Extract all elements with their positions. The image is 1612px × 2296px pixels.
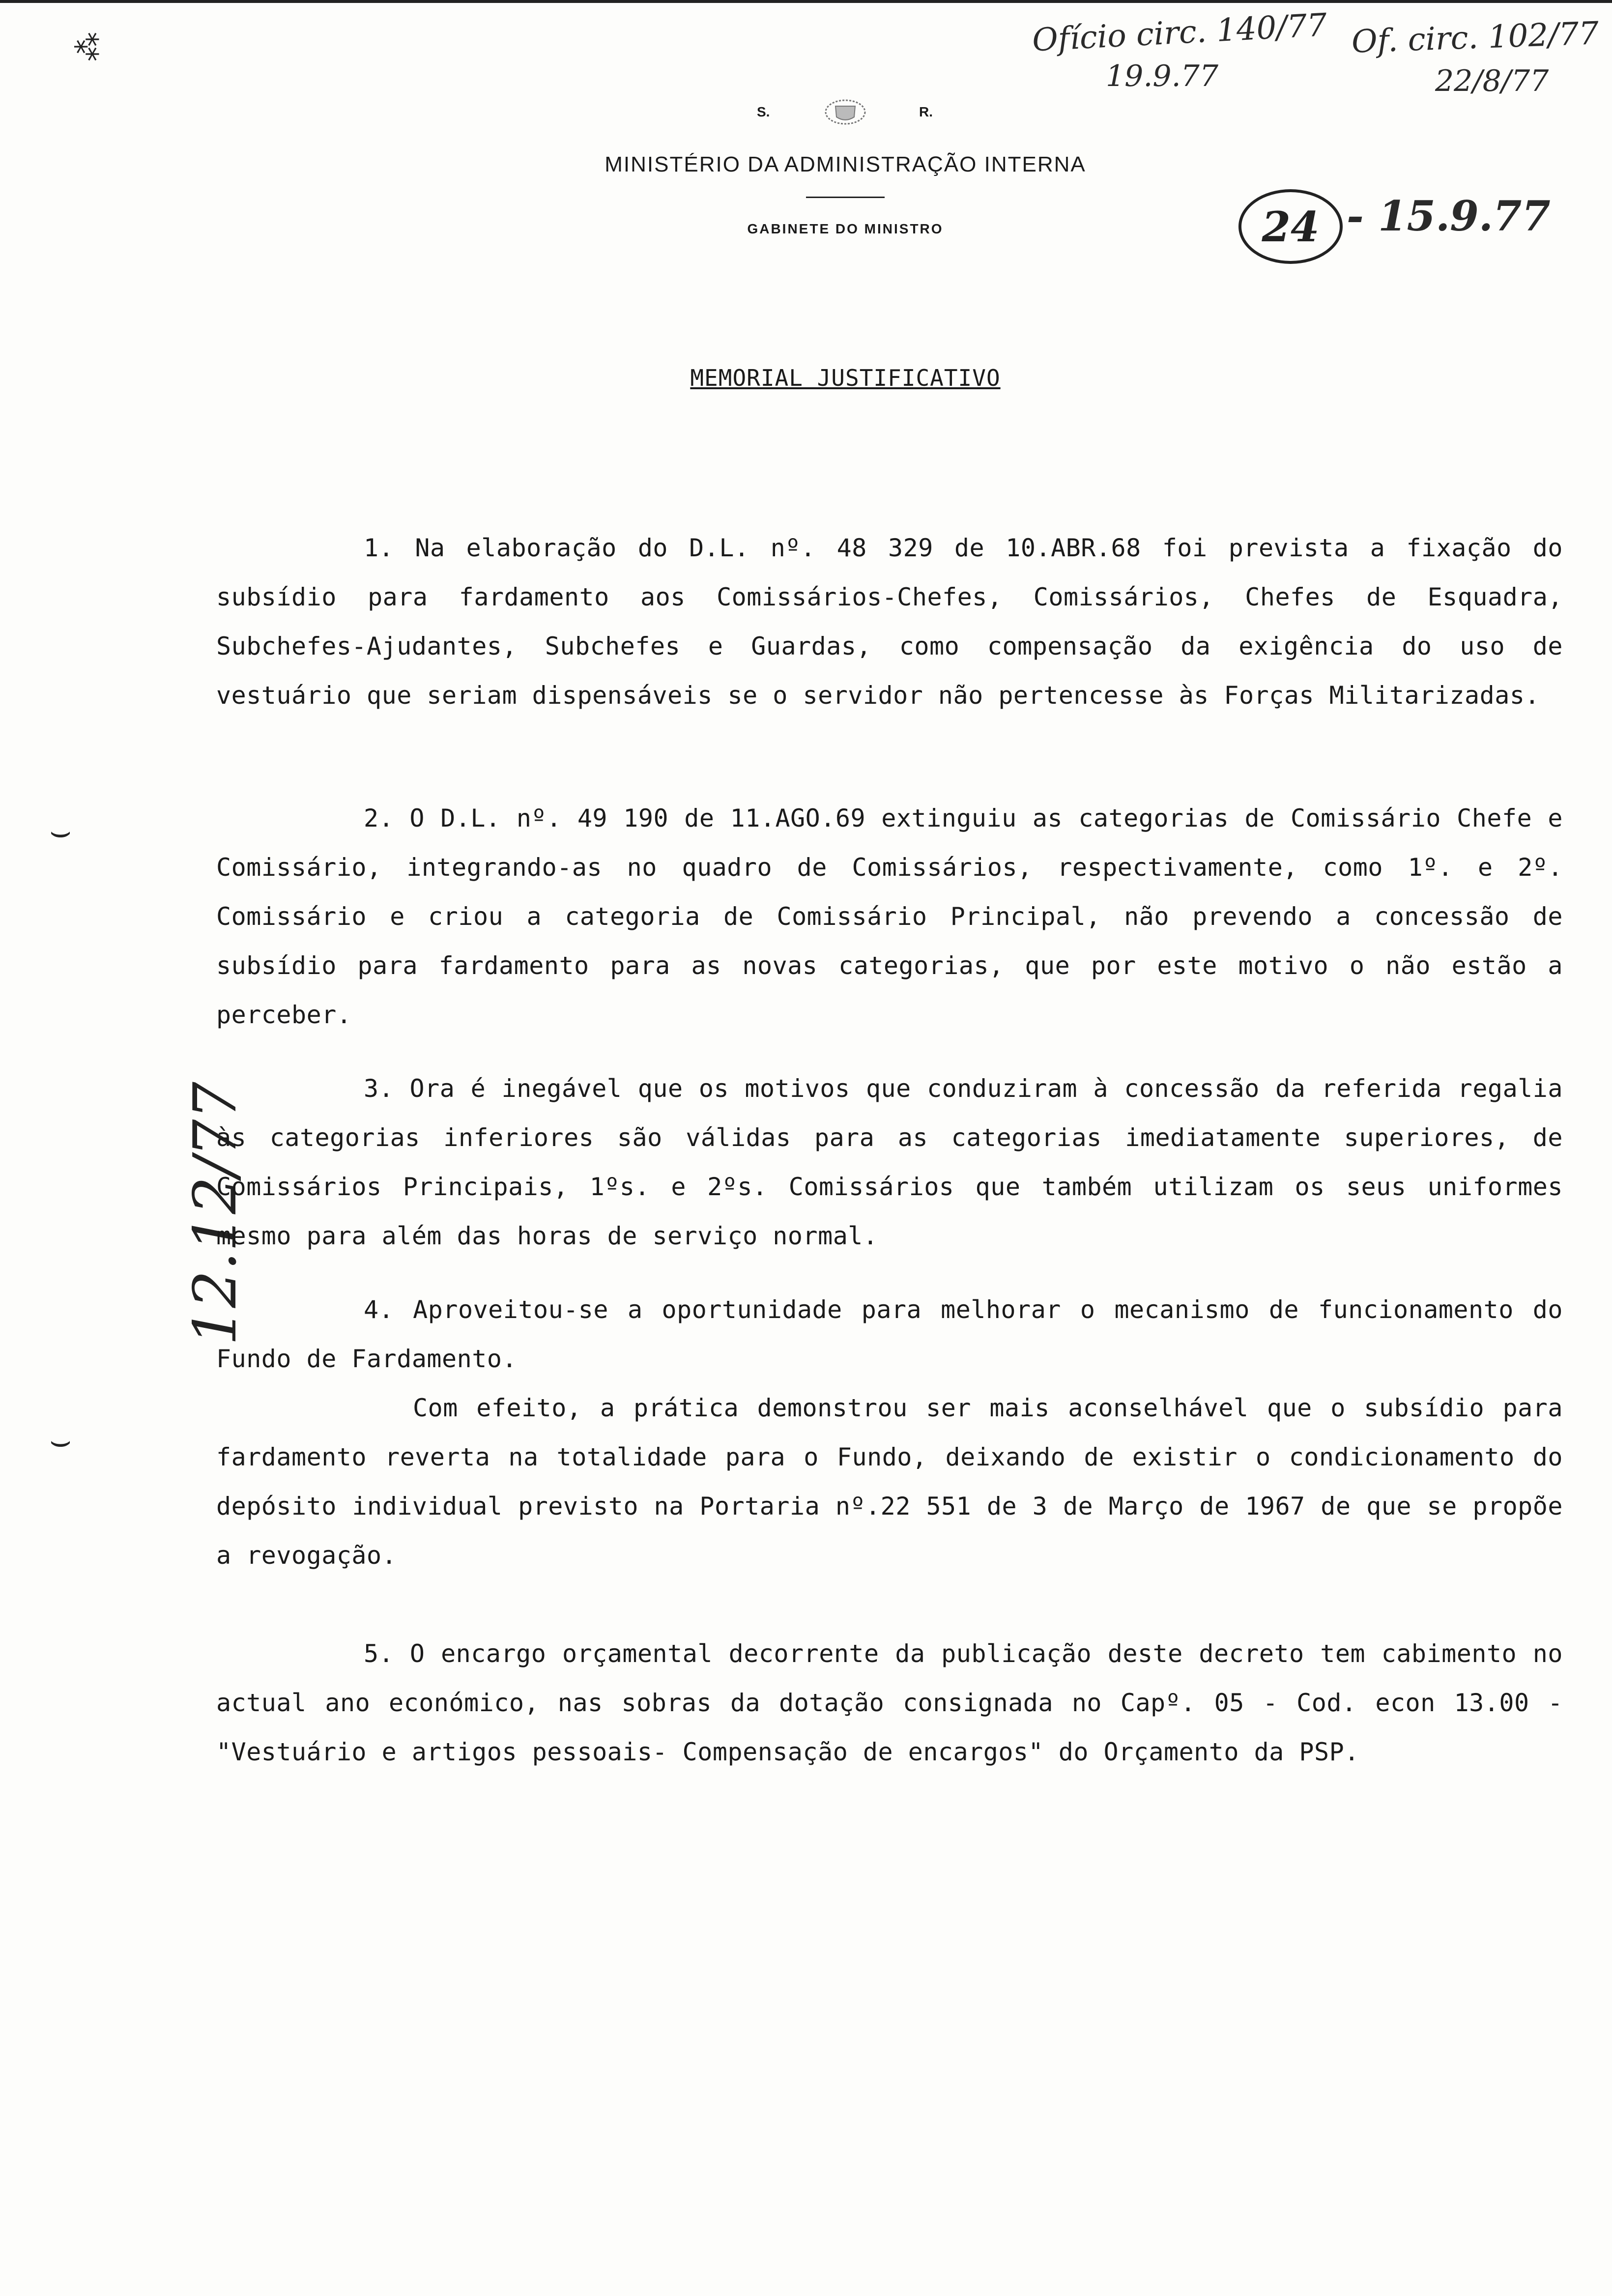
heading-divider bbox=[806, 197, 885, 198]
handwritten-note-right: Of. circ. 102/77 bbox=[1351, 15, 1600, 60]
paragraph-4: 4. Aproveitou-se a oportunidade para melhorar o mecanismo de funcionamento do Fundo de Fardamento. bbox=[216, 1295, 1563, 1373]
handwritten-circled-date: - 15.9.77 bbox=[1347, 192, 1551, 240]
hole-punch-mark-icon: ⌣ bbox=[49, 811, 72, 851]
paragraph-4-continuation: Com efeito, a prática demonstrou ser mais aconselhável que o subsídio para fardamento reverta na totalidade para o Fundo, deixando de existir o condicionamento do depósito individual previsto na Portaria nº.22 551 de 3 de Março de 1967 de que se propõe a revogação. bbox=[216, 1394, 1563, 1570]
paragraph-3: 3. Ora é inegável que os motivos que conduziram à concessão da referida regalia às categorias inferiores são válidas para as categorias imediatamente superiores, de Comissários Principais, 1ºs. e 2ºs. Comissários que também utilizam os seus uniformes mesmo para além das horas de serviço normal. bbox=[216, 1074, 1563, 1250]
paragraph-5: 5. O encargo orçamental decorrente da publicação deste decreto tem cabimento no actual ano económico, nas sobras da dotação consignada no Capº. 05 - Cod. econ 13.00 - "Vestuário e artigos pessoais- Compensação de encargos" do Orçamento da PSP. bbox=[216, 1639, 1563, 1766]
paragraph-2: 2. O D.L. nº. 49 190 de 11.AGO.69 extinguiu as categorias de Comissário Chefe e Comissário, integrando-as no quadro de Comissários, respectivamente, como 1º. e 2º. Comissário e criou a categoria de Comissário Principal, não prevendo a concessão de subsídio para fardamento para as novas categorias, que por este motivo o não estão a perceber. bbox=[216, 804, 1563, 1029]
handwritten-note-left: Ofício circ. 140/77 bbox=[1031, 7, 1328, 59]
circled-number: 24 bbox=[1238, 189, 1343, 264]
cabinet-heading: GABINETE DO MINISTRO bbox=[747, 221, 944, 236]
handwritten-date-left: 19.9.77 bbox=[1106, 59, 1219, 93]
seal-right-letter: R. bbox=[919, 104, 933, 119]
letterhead-seal-line bbox=[727, 97, 953, 127]
document-title: MEMORIAL JUSTIFICATIVO bbox=[690, 365, 1001, 391]
margin-scribble-icon: ⁂ bbox=[71, 32, 106, 61]
ministry-heading: MINISTÉRIO DA ADMINISTRAÇÃO INTERNA bbox=[604, 152, 1086, 176]
top-edge-rule bbox=[0, 0, 1612, 3]
handwritten-date-right: 22/8/77 bbox=[1435, 64, 1549, 98]
paragraph-1: 1. Na elaboração do D.L. nº. 48 329 de 10.ABR.68 foi prevista a fixação do subsídio para fardamento aos Comissários-Chefes, Comissários, Chefes de Esquadra, Subchefes-Ajudantes, Subchefes e Guardas, como compensação da exigência do uso de vestuário que seriam dispensáveis se o servidor não pertencesse às Forças Militarizadas. bbox=[216, 534, 1563, 710]
hole-punch-mark-icon: ⌣ bbox=[49, 1420, 72, 1461]
handwritten-side-note: 12.12/77 bbox=[181, 1082, 250, 1346]
coat-of-arms-icon bbox=[791, 97, 899, 127]
seal-left-letter: S. bbox=[757, 104, 770, 119]
